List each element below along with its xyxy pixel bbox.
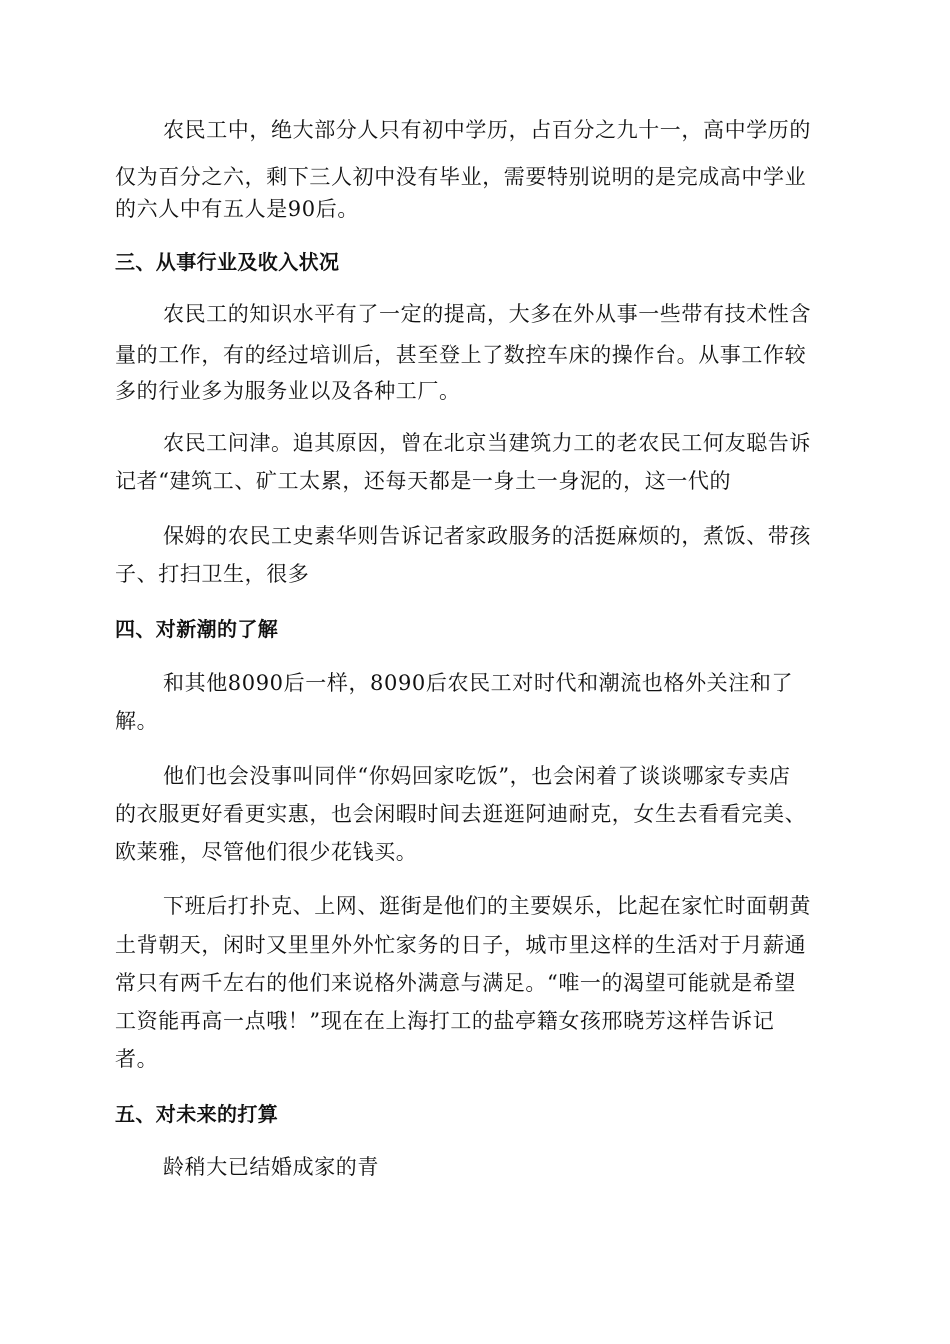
paragraph-line: 农民工问津。追其原因，曾在北京当建筑力工的老农民工何友聪告诉 <box>163 431 811 455</box>
paragraph-line: 的衣服更好看更实惠，也会闲暇时间去逛逛阿迪耐克，女生去看看完美、 <box>115 802 807 826</box>
paragraph-line: 子、打扫卫生，很多 <box>115 562 310 586</box>
section-heading: 五、对未来的打算 <box>115 1102 279 1126</box>
paragraph-line: 和其他8090后一样，8090后农民工对时代和潮流也格外关注和了 <box>163 671 794 695</box>
paragraph-line: 仅为百分之六，剩下三人初中没有毕业，需要特别说明的是完成高中学业 <box>115 165 807 189</box>
paragraph-line: 农民工的知识水平有了一定的提高，大多在外从事一些带有技术性含 <box>163 302 811 326</box>
paragraph-line: 工资能再高一点哦！”现在在上海打工的盐亭籍女孩邢晓芳这样告诉记 <box>115 1009 775 1033</box>
paragraph-line: 者。 <box>115 1047 159 1071</box>
paragraph-line: 他们也会没事叫同伴“你妈回家吃饭”，也会闲着了谈谈哪家专卖店 <box>163 764 791 788</box>
paragraph-line: 土背朝天，闲时又里里外外忙家务的日子，城市里这样的生活对于月薪通 <box>115 933 807 957</box>
paragraph-line: 的六人中有五人是90后。 <box>115 197 359 221</box>
section-heading: 四、对新潮的了解 <box>115 617 279 641</box>
paragraph-line: 记者“建筑工、矿工太累，还每天都是一身土一身泥的，这一代的 <box>115 469 732 493</box>
paragraph-line: 农民工中，绝大部分人只有初中学历，占百分之九十一，高中学历的 <box>163 118 811 142</box>
paragraph-line: 常只有两千左右的他们来说格外满意与满足。“唯一的渴望可能就是希望 <box>115 971 796 995</box>
section-heading: 三、从事行业及收入状况 <box>115 250 340 274</box>
paragraph-line: 多的行业多为服务业以及各种工厂。 <box>115 379 461 403</box>
paragraph-line: 解。 <box>115 709 159 733</box>
paragraph-line: 龄稍大已结婚成家的青 <box>163 1155 379 1179</box>
paragraph-line: 量的工作，有的经过培训后，甚至登上了数控车床的操作台。从事工作较 <box>115 343 807 367</box>
paragraph-line: 下班后打扑克、上网、逛街是他们的主要娱乐，比起在家忙时面朝黄 <box>163 894 811 918</box>
paragraph-line: 欧莱雅，尽管他们很少花钱买。 <box>115 840 418 864</box>
paragraph-line: 保姆的农民工史素华则告诉记者家政服务的活挺麻烦的，煮饭、带孩 <box>163 524 811 548</box>
